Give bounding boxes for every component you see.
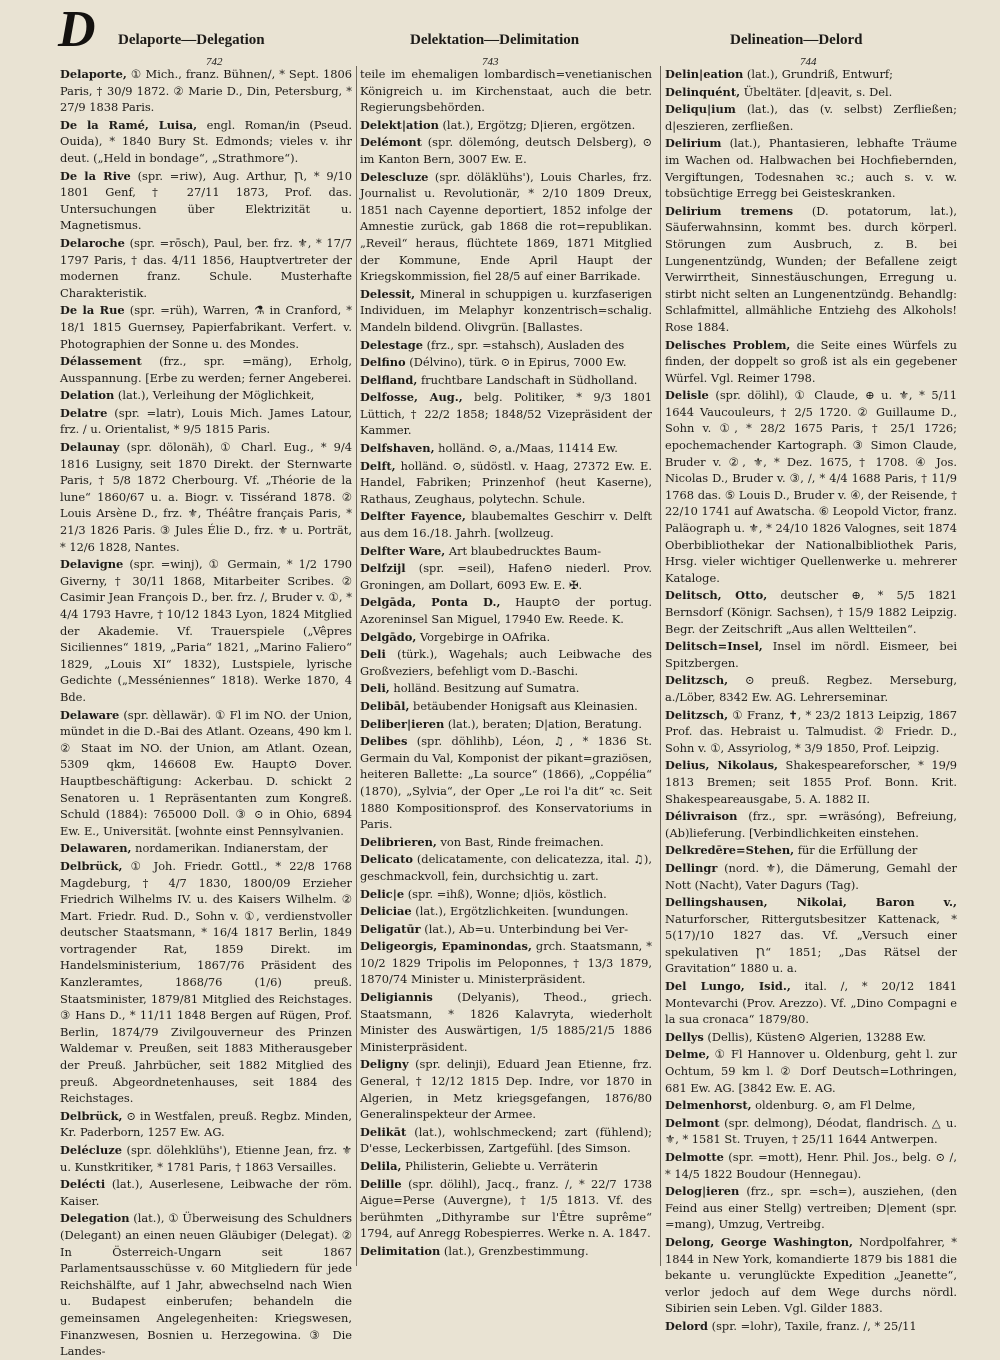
column-middle	[360, 66, 652, 1281]
entry-headword: Delfland,	[360, 372, 418, 387]
entry-headword: Del Lungo, Isid.,	[665, 979, 791, 994]
entry-text: (Dellis), Küsten⊙ Algerien, 13288 Ew.	[703, 1029, 926, 1044]
entry-text: (spr. döhlihb), Léon, ♫, * 1836 St. Germain du Val, Komponist der pikant=graziösen, heiteren Ballette: „La source“ (1866), „Coppélia“ (1870), „Sylvia“, der Oper „Le roi l'a dit“ ꝛc. Seit 1880 Kompositionsprof. des Konservatoriums in Paris.	[360, 734, 652, 832]
entry-text: (delicatamente, con delicatezza, ital. ♫), geschmackvoll, fein, durchsichtig u. zart.	[360, 852, 652, 883]
dictionary-entry	[360, 834, 652, 851]
entry-text: betäubender Honigsaft aus Kleinasien.	[409, 698, 638, 713]
dictionary-entry	[360, 886, 652, 903]
entry-headword: Delgādo,	[360, 629, 417, 644]
entry-text: Philisterin, Geliebte u. Verräterin	[401, 1159, 598, 1173]
entry-headword: Dellingshausen, Nikolai, Baron v.,	[665, 895, 957, 910]
entry-headword: Deligny	[360, 1057, 409, 1072]
entry-headword: Delisle	[665, 388, 709, 403]
entry-text: (spr. dölehklühs'), Etienne Jean, frz. ⚜ u. Kunstkritiker, * 1781 Paris, † 1863 Versailles.	[60, 1143, 352, 1174]
entry-text: (spr. =seil), Hafen⊙ niederl. Prov. Groningen, am Dollart, 6093 Ew. E. ✠.	[360, 561, 652, 592]
entry-text: für die Erfüllung der	[794, 843, 918, 858]
entry-text: engl. Roman∕in (Pseud. Ouida), * 1840 Bury St. Edmonds; vieles v. ihr deut. („Held in bondage“, „Strathmore“).	[60, 117, 353, 165]
entry-headword: Delekt|ation	[360, 117, 439, 132]
entry-headword: Délassement	[60, 354, 142, 369]
entry-text: (spr. =riw), Aug. Arthur, Ꞃ, * 9/10 1801 Genf, † 27/11 1873, Prof. das. Untersuchungen über Elektrizität u. Magnetismus.	[60, 168, 352, 233]
entry-text: Haupt⊙ der portug. Azoreninsel San Miguel, 17940 Ew. Reede. K.	[360, 595, 652, 626]
dictionary-entry	[665, 203, 957, 336]
entry-text: oldenburg. ⊙, am Fl Delme,	[751, 1098, 916, 1113]
entry-headword: Deligatūr	[360, 921, 421, 936]
dictionary-entry	[360, 560, 652, 593]
dictionary-entry	[60, 235, 352, 301]
running-head-left: Delaporte—Delegation	[118, 32, 265, 48]
entry-text: ⊙ in Westfalen, preuß. Regbz. Minden, Kr. Paderborn, 1257 Ew. AG.	[60, 1108, 352, 1140]
entry-headword: Delmont	[665, 1115, 720, 1130]
dictionary-entry	[360, 1158, 652, 1175]
entry-headword: Delavigne	[60, 557, 124, 572]
entry-text: die Seite eines Würfels zu finden, der doppelt so groß ist als ein gegebener Würfel. Vgl. Reimer 1798.	[665, 337, 957, 385]
entry-text: (spr. dèllawär). ① Fl im NO. der Union, mündet in die D.-Bai des Atlant. Ozeans, 490 km l. ② Staat im NO. der Union, am Atlant. Ozean, 5309 qkm, 146608 Ew. Haupt⊙ Dover. Hauptbeschäftigung: Ackerbau. D. schickt 2 Senatoren u. 1 Repräsentanten zum Kongreß. Schuld (1884): 765000 Doll. ③ ⊙ in Ohio, 6894 Ew. E., Universität. [wohnte einst Pennsylvanien.	[60, 707, 352, 838]
entry-headword: Delong, George Washington,	[665, 1234, 853, 1249]
dictionary-entry	[665, 387, 957, 586]
entry-headword: Delémont	[360, 135, 422, 150]
entry-text: (spr. dölemóng, deutsch Delsberg), ⊙ im Kanton Bern, 3007 Ew. E.	[360, 135, 652, 166]
dictionary-entry	[360, 716, 652, 733]
entry-headword: Delirium	[665, 136, 722, 151]
dictionary-entry	[60, 405, 352, 438]
page-number-left: 742	[206, 56, 223, 68]
entry-text: Art blaubedrucktes Baum-	[445, 543, 602, 558]
dictionary-entry	[665, 1046, 957, 1096]
entry-headword: Dellingr	[665, 860, 718, 875]
entry-text: (lat.), das (v. selbst) Zerfließen; d|eszieren, zerfließen.	[665, 102, 957, 133]
entry-headword: Delitsch, Otto,	[665, 588, 768, 603]
dictionary-entry	[60, 353, 352, 386]
entry-headword: Delmenhorst,	[665, 1098, 752, 1113]
entry-text: Insel im nördl. Eismeer, bei Spitzbergen.	[665, 639, 957, 670]
dictionary-entry	[360, 733, 652, 833]
entry-headword: Delisches Problem,	[665, 337, 791, 352]
entry-text: nordamerikan. Indianerstam, der	[131, 841, 328, 856]
dictionary-entry	[60, 302, 352, 352]
entry-headword: Delécluze	[60, 1143, 122, 1157]
entry-headword: Delinquént,	[665, 84, 741, 99]
entry-headword: Delfter Fayence,	[360, 509, 466, 524]
page-number-middle: 743	[482, 56, 499, 68]
entry-text: Übeltäter. [d|eavit, s. Del.	[740, 84, 893, 99]
entry-headword: Delog|ieren	[665, 1184, 740, 1199]
entry-headword: Delila,	[360, 1159, 402, 1173]
dictionary-entry	[360, 851, 652, 884]
entry-text: ① Mich., franz. Bühnen∕, * Sept. 1806 Paris, † 30/9 1872. ② Marie D., Din, Petersburg, * 27/9 1838 Paris.	[60, 67, 352, 115]
dictionary-entry	[360, 440, 652, 457]
entry-text: (spr. dölihl), ① Claude, ⊕ u. ⚜, * 5/11 1644 Vaucouleurs, † 2/5 1720. ② Guillaume D., Sohn v. ①, * 28/2 1675 Paris, † 25/1 1726; epochemachender Kartograph. ③ Simon Claude, Bruder v. ②, ⚜, * Dez. 1675, † 1708. ④ Jos. Nicolas D., Bruder v. ③, ∕, * 4/4 1688 Paris, † 11/9 1768 das. ⑤ Louis D., Bruder v. ④, der Reisende, † 22/10 1741 auf Awatscha. ⑥ Leopold Victor, franz. Paläograph u. ⚜, * 24/10 1826 Valognes, seit 1874 Oberbibliothekar der Nationalbibliothek Paris, Hrsg. vieler wichtiger Quellenwerke u. mehrerer Kataloge.	[665, 388, 957, 585]
dictionary-entry	[60, 66, 352, 116]
dictionary-entry	[665, 978, 957, 1028]
entry-text: (spr. =lohr), Taxile, franz. ∕, * 25/11	[708, 1318, 917, 1333]
entry-text: (spr. =latr), Louis Mich. James Latour, frz. ∕ u. Orientalist, * 9/5 1815 Paris.	[60, 405, 352, 437]
dictionary-entry	[360, 1124, 652, 1157]
entry-text: (Délvino), türk. ⊙ in Epirus, 7000 Ew.	[405, 355, 627, 370]
running-head-middle: Delektation—Delimitation	[410, 32, 580, 48]
entry-headword: Delibāl,	[360, 698, 410, 713]
entry-headword: Dellys	[665, 1029, 704, 1044]
entry-headword: Deligiannis	[360, 990, 433, 1005]
entry-text: (spr. =ihß), Wonne; d|iös, köstlich.	[404, 886, 607, 901]
entry-text: fruchtbare Landschaft in Südholland.	[417, 372, 638, 387]
dictionary-entry	[360, 337, 652, 354]
entry-headword: Delbrück,	[60, 1108, 123, 1123]
dictionary-entry	[665, 1115, 957, 1148]
entry-text: (spr. =rüh), Warren, ⚗ in Cranford, * 18/1 1815 Guernsey, Papierfabrikant. Verfert. v. Photographien der Sonne u. des Mondes.	[60, 303, 352, 351]
dictionary-entry	[60, 840, 352, 857]
entry-text: (frz., spr. =mäng), Erholg, Ausspannung. [Erbe zu werden; ferner Angeberei.	[60, 354, 352, 385]
entry-text: (lat.), Grenzbestimmung.	[440, 1243, 589, 1258]
dictionary-entry	[360, 680, 652, 697]
entry-text: Naturforscher, Rittergutsbesitzer Kattenack, * 5(17)/10 1827 das. Vf. „Versuch einer spekulativen Ꞃ“ 1851; „Das Rätsel der Gravitation“ 1880 u. a.	[665, 911, 957, 976]
entry-text: (nord. ⚜), die Dämerung, Gemahl der Nott (Nacht), Vater Dagurs (Tag).	[665, 860, 957, 892]
dictionary-entry	[360, 1243, 652, 1260]
page-number-right: 744	[800, 56, 817, 68]
entry-text: deutscher ⊕, * 5/5 1821 Bernsdorf (Königr. Sachsen), † 15/9 1882 Leipzig. Begr. der Zeitschrift „Aus allen Weltteilen“.	[665, 588, 957, 636]
entry-text: (frz., spr. =wräsóng), Befreiung, (Ab)lieferung. [Verbindlichkeiten einstehen.	[665, 809, 957, 840]
dictionary-entry	[665, 842, 957, 859]
entry-headword: Delitzsch,	[665, 673, 729, 688]
dictionary-entry	[60, 1210, 352, 1359]
entry-text: von Bast, Rinde freimachen.	[436, 834, 604, 849]
dictionary-entry	[360, 1056, 652, 1122]
dictionary-entry	[360, 66, 652, 116]
entry-headword: Delaporte,	[60, 67, 127, 81]
entry-text: ① Joh. Friedr. Gottl., * 22/8 1768 Magdeburg, † 4/7 1830, 1800/09 Erzieher Friedrich Wilhelms IV. u. des Kaisers Wilhelm. ② Mart. Friedr. Rud. D., Sohn v. ①, verdienstvoller deutscher Staatsmann, * 16/4 1817 Berlin, 1849 vortragender Rat, 1859 Direkt. im Handelsministerium, 1867/76 Präsident des Kanzleramtes, 1868/76 (1/6) preuß. Staatsminister, 1879/81 Mitglied des Reichstages. ③ Hans D., * 11/11 1848 Bergen auf Rügen, Prof. Berlin, 1874/79 Zivilgouverneur des Prinzen Waldemar v. Preußen, seit 1883 Mitherausgeber der Preuß. Jahrbücher, seit 1882 Mitglied des preuß. Abgeordnetenhauses, seit 1884 des Reichstages.	[60, 858, 352, 1106]
dictionary-entry	[665, 1183, 957, 1233]
entry-text: (Delyanis), Theod., griech. Staatsmann, * 1826 Kalavryta, wiederholt Minister des Auswärtigen, 1/5 1885/21/5 1886 Ministerpräsident.	[360, 990, 652, 1054]
entry-text: (lat.), Verleihung der Möglichkeit,	[114, 388, 315, 403]
section-letter: D	[58, 1, 96, 58]
dictionary-entry	[360, 938, 652, 988]
entry-text: (lat.), wohlschmeckend; zart (fühlend); D'esse, Leckerbissen, Zartgefühl. [des Simson.	[360, 1124, 652, 1156]
dictionary-entry	[665, 808, 957, 841]
entry-headword: Delaroche	[60, 235, 125, 250]
entry-text: (spr. =rōsch), Paul, ber. frz. ⚜, * 17/7 1797 Paris, † das. 4/11 1856, Hauptvertreter der modernen franz. Schule. Musterhafte Charakteristik.	[60, 235, 352, 300]
entry-text: (lat.), Ergötzlichkeiten. [wundungen.	[411, 904, 629, 919]
dictionary-entry	[360, 286, 652, 336]
dictionary-entry	[360, 903, 652, 920]
dictionary-entry	[360, 646, 652, 679]
entry-headword: Deliber|ieren	[360, 716, 445, 731]
entry-headword: Delaware	[60, 707, 120, 722]
entry-headword: Deligeorgis, Epaminondas,	[360, 939, 532, 954]
dictionary-entry	[60, 1176, 352, 1209]
entry-headword: Delgāda, Ponta D.,	[360, 595, 501, 610]
entry-headword: Delin|eation	[665, 67, 744, 81]
entry-text: (spr. delmong), Déodat, flandrisch. △ u. ⚜, * 1581 St. Truyen, † 25/11 1644 Antwerpen.	[665, 1115, 957, 1147]
entry-text: (lat.), Grundriß, Entwurf;	[743, 67, 893, 81]
dictionary-entry	[665, 66, 957, 83]
entry-headword: Delmotte	[665, 1150, 724, 1164]
entry-text: belg. Politiker, * 9/3 1801 Lüttich, † 22/2 1858; 1848/52 Vizepräsident der Kammer.	[360, 390, 652, 438]
entry-headword: Delawaren,	[60, 841, 132, 856]
column-right	[665, 66, 957, 1333]
entry-text: (spr. dölihl), Jacq., franz. ∕, * 22/7 1738 Aigue=Perse (Auvergne), † 1/5 1813. Vf. des berühmten „Dithyrambe sur l'Être suprême“ 1794, auf Anregg Robespierres. Werke n. A. 1847.	[360, 1176, 652, 1241]
running-head-right: Delineation—Delord	[730, 32, 863, 48]
dictionary-entry	[60, 858, 352, 1107]
entry-text: ital. ∕, * 20/12 1841 Montevarchi (Prov. Arezzo). Vf. „Dino Compagni e la sua cronaca“ 1879/80.	[665, 979, 957, 1027]
entry-headword: Deliciae	[360, 904, 412, 919]
dictionary-entry	[360, 698, 652, 715]
dictionary-entry	[60, 1142, 352, 1175]
entry-text: (spr. =winj), ① Germain, * 1/2 1790 Giverny, † 30/11 1868, Mitarbeiter Scribes. ② Casimir Jean François D., ber. frz. ∕, Bruder v. ①, * 4/4 1793 Havre, † 10/12 1843 Lyon, 1824 Mitglied der Akademie. Vf. Trauerspiele („Vêpres Siciliennes“ 1819, „Paria“ 1821, „Marino Faliero“ 1829, „Louis XI“ 1832), Lustspiele, lyrische Gedichte („Messéniennes“ 1818). Werke 1870, 4 Bde.	[60, 557, 352, 704]
dictionary-entry	[665, 1097, 957, 1114]
entry-headword: Delibrieren,	[360, 834, 437, 849]
dictionary-entry	[60, 556, 352, 705]
entry-text: Vorgebirge in OAfrika.	[416, 629, 551, 644]
entry-headword: Delfino	[360, 355, 406, 370]
dictionary-entry	[665, 1318, 957, 1335]
dictionary-entry	[60, 168, 352, 234]
entry-text: Shakespeareforscher, * 19/9 1813 Bremen; seit 1855 Prof. Bonn. Krit. Shakespeareausgabe, 5. A. 1882 II.	[665, 758, 957, 806]
entry-headword: Delbrück,	[60, 858, 123, 873]
entry-headword: Delme,	[665, 1047, 710, 1062]
entry-text: (spr. döläklühs'), Louis Charles, frz. Journalist u. Revolutionär, * 2/10 1809 Dreux, 1851 nach Cayenne deportiert, 1852 infolge der Amnestie zurück, gab 1868 die rot=republikan. „Reveil“ heraus, flüchtete 1869, 1871 Mitglied der Kommune, Ende April Haupt der Kriegskommission, fiel 28/5 auf einer Barrikade.	[360, 169, 652, 284]
entry-text: (frz., spr. =stahsch), Ausladen des	[422, 337, 625, 352]
entry-text: ⊙ preuß. Regbez. Merseburg, a./Löber, 8342 Ew. AG. Lehrerseminar.	[665, 673, 957, 704]
entry-text: (lat.), Auserlesene, Leibwache der röm. Kaiser.	[60, 1177, 352, 1208]
entry-headword: Delille	[360, 1176, 402, 1191]
entry-headword: Delirium tremens	[665, 203, 794, 218]
dictionary-entry	[360, 389, 652, 439]
entry-headword: Delibes	[360, 734, 408, 749]
entry-headword: De la Ramé, Luisa,	[60, 117, 198, 132]
entry-headword: De la Rive	[60, 168, 131, 183]
entry-headword: Delfshaven,	[360, 441, 435, 456]
dictionary-entry	[665, 860, 957, 893]
column-rule	[356, 66, 357, 1266]
entry-headword: Delécti	[60, 1177, 106, 1192]
entry-headword: Delatre	[60, 405, 108, 420]
entry-headword: Delestage	[360, 337, 423, 352]
entry-headword: Delaunay	[60, 440, 120, 455]
entry-text: (frz., spr. =sch=), ausziehen, (den Feind aus einer Stellg) vertreiben; D|ement (spr. =mang), Umzug, Vertreibg.	[665, 1184, 957, 1232]
entry-text: (lat.), beraten; D|ation, Beratung.	[444, 716, 642, 731]
entry-text: (spr. dölonäh), ① Charl. Eug., * 9/4 1816 Lusigny, seit 1870 Direkt. der Sternwarte Paris, † 5/8 1872 Cherbourg. Vf. „Théorie de la lune“ 1860/67 u. a. Biogr. v. Tissérand 1878. ② Louis Arsène D., frz. ⚜, Théâtre français Paris, * 21/3 1826 Paris. ③ Jules Élie D., frz. ⚜ u. Porträt, * 12/6 1828, Nantes.	[60, 440, 352, 554]
entry-text: holländ. Besitzung auf Sumatra.	[389, 681, 580, 696]
entry-headword: Delitsch=Insel,	[665, 639, 763, 654]
entry-text: ① Fl Hannover u. Oldenburg, geht l. zur Ochtum, 59 km l. ② Dorf Deutsch=Lothringen, 681 Ew. AG. [3842 Ew. E. AG.	[665, 1047, 957, 1095]
entry-headword: Deli,	[360, 681, 390, 696]
entry-text: holländ. ⊙, a./Maas, 11414 Ew.	[434, 441, 618, 456]
dictionary-entry	[665, 638, 957, 671]
entry-text: (lat.), ① Überweisung des Schuldners (Delegant) an einen neuen Gläubiger (Delegat). ② In Österreich-Ungarn seit 1867 Parlamentsausschüsse v. 60 Mitgliedern für jede Reichshälfte, auf 1 Jahr, abwechselnd nach Wien u. Budapest einberufen; behandeln die gemeinsamen Angelegenheiten: Kriegswesen, Finanzwesen, Bosnien u. Herzegowina. ③ Die Landes-	[60, 1211, 352, 1359]
entry-text: (lat.), Phantasieren, lebhafte Träume im Wachen od. Halbwachen bei Hochfiebernden, Vergiftungen, Todesnahen ꝛc.; auch s. v. w. tobsüchtige Erregg bei Geisteskranken.	[665, 136, 957, 201]
dictionary-entry	[60, 117, 352, 167]
dictionary-entry	[60, 387, 352, 404]
dictionary-entry	[360, 134, 652, 167]
dictionary-entry	[360, 629, 652, 646]
dictionary-entry	[360, 921, 652, 938]
entry-headword: Delicato	[360, 852, 413, 867]
entry-headword: Delitzsch,	[665, 707, 729, 722]
entry-headword: Delfosse, Aug.,	[360, 390, 463, 405]
dictionary-entry	[360, 508, 652, 541]
dictionary-entry	[360, 169, 652, 285]
dictionary-entry	[665, 707, 957, 757]
dictionary-entry	[665, 894, 957, 977]
dictionary-entry	[665, 337, 957, 387]
dictionary-entry	[360, 354, 652, 371]
entry-headword: Delescluze	[360, 169, 429, 184]
entry-text: (lat.), Ab=u. Unterbindung bei Ver-	[420, 921, 629, 936]
entry-headword: De la Rue	[60, 303, 125, 318]
entry-headword: Delord	[665, 1318, 709, 1333]
entry-text: Mineral in schuppigen u. kurzfaserigen Individuen, im Melaphyr konzentrisch=schalig. Mandeln bildend. Olivgrün. [Ballastes.	[360, 286, 652, 334]
entry-text: (lat.), Ergötzg; D|ieren, ergötzen.	[438, 117, 636, 132]
dictionary-entry	[665, 757, 957, 807]
entry-headword: Delkredēre=Stehen,	[665, 843, 795, 858]
entry-text: (spr. =mott), Henr. Phil. Jos., belg. ⊙ ∕, * 14/5 1822 Boudour (Hennegau).	[665, 1150, 957, 1181]
dictionary-entry	[360, 594, 652, 627]
entry-headword: Delius, Nikolaus,	[665, 758, 778, 773]
entry-text: holländ. ⊙, südöstl. v. Haag, 27372 Ew. E. Handel, Fabriken; Prinzenhof (heut Kaserne), Rathaus, Zeughaus, polytechn. Schule.	[360, 458, 652, 506]
dictionary-entry	[665, 672, 957, 705]
dictionary-entry	[60, 707, 352, 840]
entry-text: blaubemaltes Geschirr v. Delft aus dem 16./18. Jahrh. [wollzeug.	[360, 509, 652, 541]
dictionary-entry	[360, 543, 652, 560]
dictionary-entry	[665, 1029, 957, 1046]
dictionary-entry	[360, 117, 652, 134]
entry-headword: Delikāt	[360, 1124, 407, 1139]
entry-headword: Delic|e	[360, 886, 405, 901]
entry-headword: Delfzijl	[360, 561, 406, 576]
entry-headword: Delation	[60, 388, 115, 403]
entry-headword: Delimitation	[360, 1243, 441, 1258]
dictionary-entry	[360, 372, 652, 389]
entry-text: teile im ehemaligen lombardisch=venetianischen Königreich u. im Kirchenstaat, auch die betr. Regierungsbehörden.	[360, 67, 652, 115]
dictionary-entry	[60, 439, 352, 555]
entry-headword: Délivraison	[665, 809, 738, 824]
entry-text: Nordpolfahrer, * 1844 in New York, komandierte 1879 bis 1881 die bekante u. verunglückte Expedition „Jeanette“, verlor jedoch auf dem Wege durchs nördl. Sibirien sein Leben. Vgl. Gilder 1883.	[665, 1234, 957, 1316]
entry-text: grch. Staatsmann, * 10/2 1829 Tripolis im Peloponnes, † 13/3 1879, 1870/74 Minister u. Ministerpräsident.	[360, 939, 652, 987]
dictionary-entry	[665, 587, 957, 637]
column-left	[60, 66, 353, 1359]
dictionary-entry	[360, 458, 652, 508]
entry-headword: Delegation	[60, 1211, 130, 1226]
dictionary-entry	[360, 1176, 652, 1242]
entry-text: ① Franz, ✝, * 23/2 1813 Leipzig, 1867 Prof. das. Hebraist u. Talmudist. ② Friedr. D., Sohn v. ①, Assyriolog, * 3/9 1850, Prof. Leipzig.	[665, 707, 957, 755]
entry-headword: Delessit,	[360, 286, 416, 301]
dictionary-entry	[360, 989, 652, 1055]
dictionary-entry	[665, 135, 957, 201]
dictionary-entry	[665, 1234, 957, 1317]
dictionary-entry	[665, 84, 957, 101]
entry-headword: Delft,	[360, 458, 396, 473]
dictionary-entry	[665, 101, 957, 134]
entry-text: (spr. delinji), Eduard Jean Etienne, frz. General, † 12/12 1815 Dep. Indre, vor 1870 in Algerien, in Metz kriegsgefangen, 1876/80 Generalinspekteur der Armee.	[360, 1057, 652, 1122]
entry-text: (türk.), Wagehals; auch Leibwache des Großveziers, befehligt vom D.-Baschi.	[360, 647, 652, 678]
dictionary-entry	[60, 1108, 352, 1141]
column-rule	[660, 66, 661, 1266]
entry-headword: Delfter Ware,	[360, 543, 446, 558]
entry-headword: Deli	[360, 647, 386, 662]
entry-headword: Deliqu|ium	[665, 102, 736, 117]
dictionary-entry	[665, 1149, 957, 1182]
entry-text: (D. potatorum, lat.), Säuferwahnsinn, kommt bes. durch körperl. Störungen zum Ausbruch, z. B. bei Lungenentzündg, Wunden; der Befallene zeigt Verwirrtheit, Sinnestäuschungen, Erregung u. stirbt nicht selten an Lungenentzündg. Behandlg: Schlafmittel, allmähliche Entziehg des Alkohols! Rose 1884.	[665, 203, 957, 334]
